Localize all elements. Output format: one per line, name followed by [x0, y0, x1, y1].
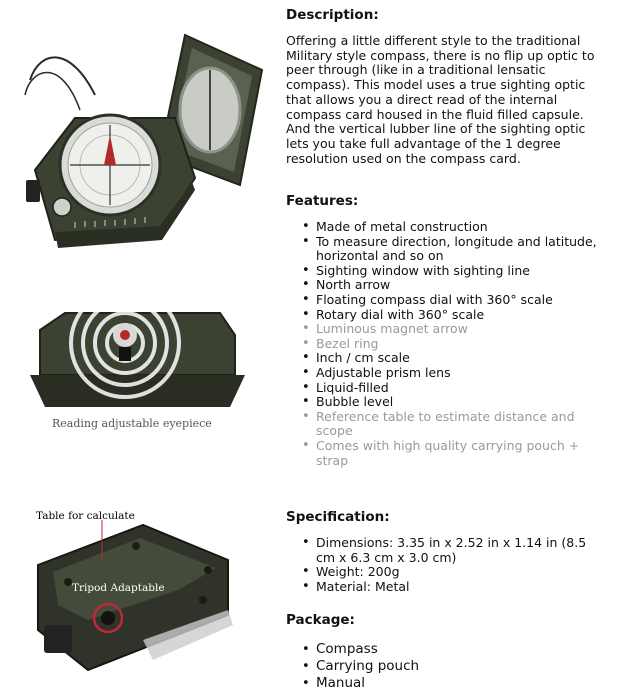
description-heading: Description:: [286, 7, 379, 23]
description-text: Offering a little different style to the traditional Military style compass, there is no flip up optic to peer through (like in a traditional lensatic compass). This model uses a true sighting optic that allows you a direct read of the internal compass card housed in the fluid filled capsule. And the vertical lubber line of the sighting optic lets you take full advantage of the 1 degree resolution used on the compass card.: [286, 33, 595, 166]
list-item: • Sighting window with sighting line: [288, 264, 606, 279]
specification-heading: Specification:: [286, 509, 390, 525]
eyepiece-photo: [25, 295, 255, 415]
list-item: • Inch / cm scale: [288, 351, 606, 366]
package-list: [288, 641, 606, 692]
list-item: • Compass: [288, 641, 606, 658]
features-heading: Features:: [286, 193, 359, 209]
list-item: • Liquid-filled: [288, 381, 606, 396]
list-item: • Comes with high quality carrying pouch + strap: [288, 439, 606, 468]
list-item: • Floating compass dial with 360° scale: [288, 293, 606, 308]
list-item: • Adjustable prism lens: [288, 366, 606, 381]
tripod-caption: Tripod Adaptable: [72, 582, 165, 594]
compass-back-photo: [28, 520, 248, 690]
list-item: • Made of metal construction: [288, 220, 606, 235]
list-item: • Carrying pouch: [288, 658, 606, 675]
list-item: • To measure direction, longitude and latitude, horizontal and so on: [288, 235, 606, 264]
eyepiece-caption: Reading adjustable eyepiece: [52, 417, 212, 430]
list-item: • Bezel ring: [288, 337, 606, 352]
list-item: • Bubble level: [288, 395, 606, 410]
package-heading: Package:: [286, 612, 355, 628]
list-item: • Luminous magnet arrow: [288, 322, 606, 337]
specification-list: [288, 536, 606, 594]
list-item: • North arrow: [288, 278, 606, 293]
list-item: • Rotary dial with 360° scale: [288, 308, 606, 323]
table-caption: Table for calculate: [36, 510, 135, 522]
features-list: [288, 220, 606, 468]
list-item: • Material: Metal: [288, 580, 606, 595]
list-item: • Reference table to estimate distance and scope: [288, 410, 606, 439]
compass-open-photo: [0, 0, 275, 250]
list-item: • Manual: [288, 675, 606, 692]
list-item: • Dimensions: 3.35 in x 2.52 in x 1.14 in (8.5 cm x 6.3 cm x 3.0 cm): [288, 536, 606, 565]
list-item: • Weight: 200g: [288, 565, 606, 580]
